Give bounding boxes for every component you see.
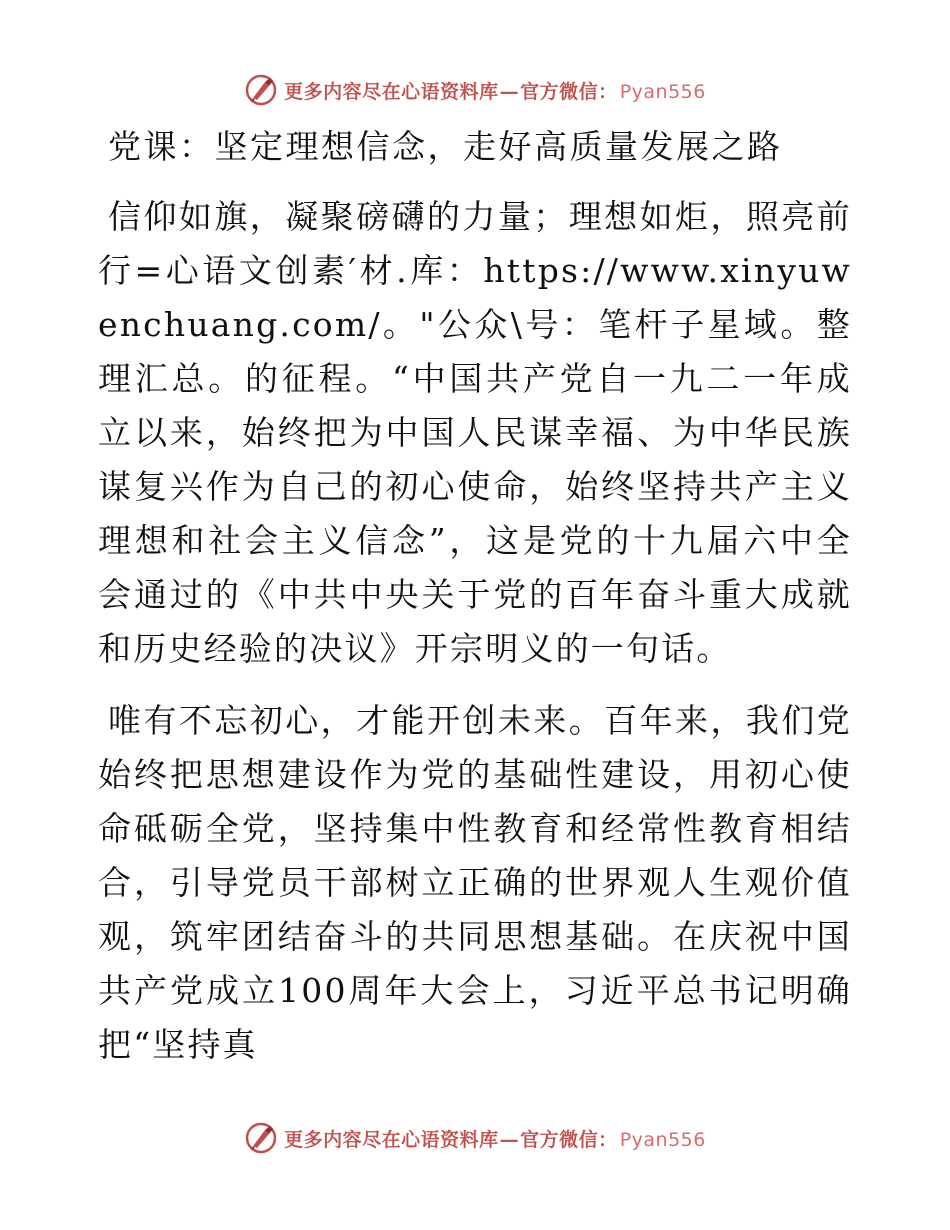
document-title: 党课：坚定理想信念，走好高质量发展之路 [108,127,783,166]
quill-pen-logo-icon [244,1121,278,1155]
header-watermark-banner [0,70,950,110]
banner-wechat-id: Pyan556 [619,80,706,103]
paragraph-2: 唯有不忘初心，才能开创未来。百年来，我们党始终把思想建设作为党的基础性建设，用初心使命砥砺全党，坚持集中性教育和经常性教育相结合，引导党员干部树立正确的世界观人生观价值观，筑牢团结奋斗的共同思想基础。在庆祝中国共产党成立100周年大会上，习近平总书记明确把“坚持真 [98,701,852,1064]
banner-wechat-id: Pyan556 [619,1128,706,1151]
quill-pen-logo-icon [244,73,278,107]
banner-text-group [284,1125,706,1152]
banner-site-text: 更多内容尽在心语资料库 [284,80,499,103]
banner-wechat-label: 官方微信： [520,80,618,103]
banner-separator: — [499,80,520,103]
banner-site-text: 更多内容尽在心语资料库 [284,1128,499,1151]
footer-watermark-banner [0,1118,950,1158]
banner-text-group [284,77,706,104]
banner-separator: — [499,1128,520,1151]
paragraph-1: 信仰如旗，凝聚磅礴的力量；理想如炬，照亮前行=心语文创素′材.库：https://www.xinyuwenchuang.com/。"公众\号：笔杆子星域。整理汇总。的征程。“中国共产党自一九二一年成立以来，始终把为中国人民谋幸福、为中华民族谋复兴作为自己的初心使命，始终坚持共产主义理想和社会主义信念”，这是党的十九届六中全会通过的《中共中央关于党的百年奋斗重大成就和历史经验的决议》开宗明义的一句话。 [98,197,852,668]
document-body [98,124,852,1072]
banner-wechat-label: 官方微信： [520,1128,618,1151]
